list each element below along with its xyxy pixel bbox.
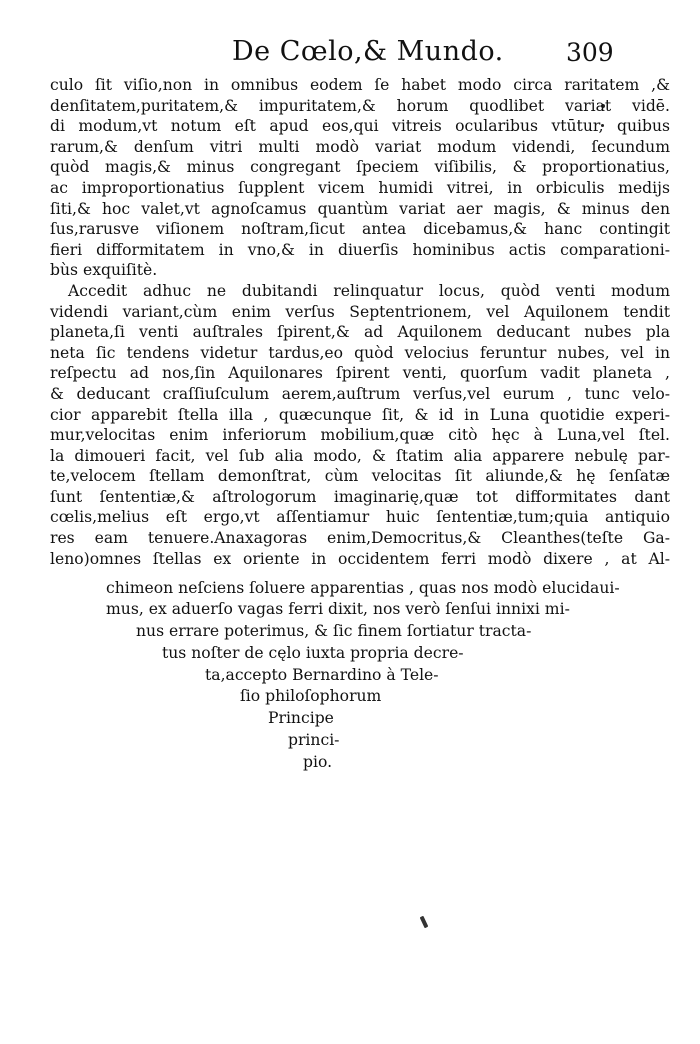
text-line: planeta,ſi venti auſtrales ſpirent,& ad Aquilonem deducant nubes pla: [50, 323, 670, 342]
text-line: culo ſit viſio,non in omnibus eodem ſe habet modo circa raritatem ,&: [50, 76, 670, 94]
text-line: ſunt ſententiæ,& aſtrologorum imaginarię,quæ tot difformitates dant: [50, 487, 670, 506]
text-line: neta ſic tendens videtur tardus,eo quòd velocius feruntur nubes, vel in: [50, 343, 670, 362]
running-head: [0, 36, 700, 76]
text-line: videndi variant,cùm enim verſus Septentrionem, vel Aquilonem tendit: [50, 302, 670, 321]
text-line: ac improportionatius ſupplent vicem humidi vitrei, in orbiculis medijs: [50, 178, 670, 197]
text-line: la dimoueri facit, vel ſub alia modo, & ſtatim alia apparere nebulę par-: [50, 446, 670, 465]
text-line: ſiti,& hoc valet,vt agnoſcamus quantùm variat aer magis, & minus den: [50, 199, 670, 218]
tailpiece-line: chimeon neſciens ſoluere apparentias , quas nos modò elucidaui-: [106, 579, 620, 597]
text-line: cior apparebit ſtella illa , quæcunque ſit, & id in Luna quotidie experi-: [50, 405, 670, 424]
tailpiece-line: mus, ex aduerſo vagas ferri dixit, nos verò ſenſui innixi mi-: [106, 600, 570, 618]
page-number: 309: [566, 38, 614, 67]
text-line: res eam tenuere.Anaxagoras enim,Democritus,& Cleanthes(teſte Ga-: [50, 529, 670, 548]
tailpiece-line: Principe: [268, 709, 334, 727]
tailpiece-line: nus errare poterimus, & ſic finem ſortiatur tracta-: [136, 622, 532, 640]
tailpiece-line: pio.: [303, 753, 333, 771]
body-text: [50, 75, 670, 569]
text-line: di modum,vt notum eſt apud eos,qui vitreis ocularibus vtūtur, quibus: [50, 117, 670, 136]
text-line: cœlis,melius eſt ergo,vt aſſentiamur huic ſententiæ,tum;quia antiquio: [50, 508, 670, 527]
text-line: rarum,& denſum vitri multi modò variat modum videndi, ſecundum: [50, 137, 670, 156]
text-line: leno)omnes ſtellas ex oriente in occidentem ferri modò dixere , at Al-: [50, 549, 670, 568]
text-line: mur,velocitas enim inferiorum mobilium,quæ citò hęc à Luna,vel ſtel.: [50, 426, 670, 445]
running-title: De Cœlo,& Mundo.: [232, 36, 504, 67]
tailpiece-line: ta,accepto Bernardino à Tele-: [205, 666, 439, 684]
tailpiece-line: tus noſter de cęlo iuxta propria decre-: [162, 644, 464, 662]
tailpiece-line: ſio philoſophorum: [240, 687, 382, 705]
tailpiece-line: princi-: [288, 731, 340, 749]
text-line: te,velocem ſtellam demonſtrat, cùm velocitas ſit aliunde,& hę ſenſatæ: [50, 467, 670, 486]
text-line: bùs exquiſitè.: [50, 261, 158, 280]
text-line: ſus,rarusve viſionem noſtram,ſicut antea dicebamus,& hanc contingit: [50, 220, 670, 239]
text-line: quòd magis,& minus congregant ſpeciem viſibilis, & proportionatius,: [50, 158, 670, 177]
ink-mark: [420, 916, 429, 929]
text-line: fieri difformitatem in vno,& in diuerſis hominibus actis comparationi-: [50, 240, 670, 259]
text-line: denſitatem,puritatem,& impuritatem,& horum quodlibet variat vidē.: [50, 96, 670, 115]
text-line: & deducant craſſiuſculum aerem,auſtrum verſus,vel eurum , tunc velo-: [50, 384, 670, 403]
text-line: Accedit adhuc ne dubitandi relinquatur locus, quòd venti modum: [68, 281, 670, 300]
text-line: reſpectu ad nos,ſin Aquilonares ſpirent venti, quorſum vadit planeta ,: [50, 364, 670, 383]
